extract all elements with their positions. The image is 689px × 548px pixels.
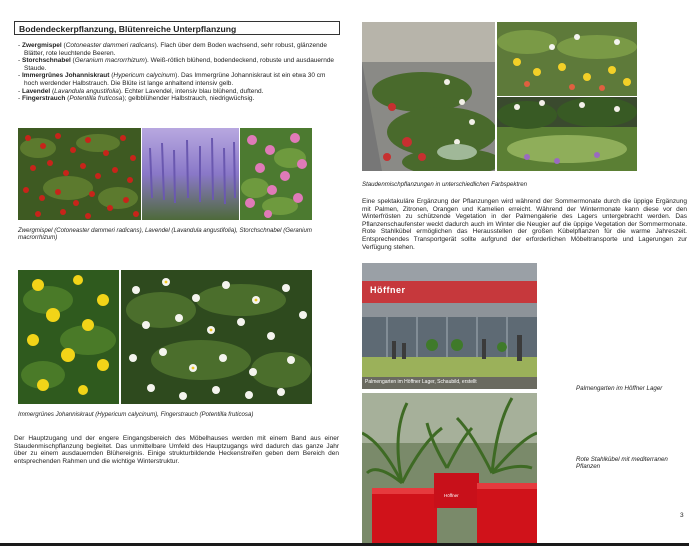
caption-top-right: Staudenmischpflanzungen in unterschiedlichen Farbspektren (362, 181, 527, 188)
caption-row1: Zwergmispel (Cotoneaster dammeri radicans), Lavendel (Lavandula angustifolia), Storchschnabel (Geranium macrorrhizum) (18, 227, 312, 242)
caption-row2: Immergrünes Johanniskraut (Hypericum calycinum), Fingerstrauch (Potentilla fruticosa) (18, 411, 254, 418)
hypericum-photo (18, 270, 119, 404)
paragraph-left: Der Hauptzugang und der engere Eingangsbereich des Möbelhauses werden mit einem Band aus einer Staudenmischpflanzung begleitet. Das unmittelbare Umfeld des Hauptzugangs wird dadurch das ganze Jahr über zu einem ausdauernden Blühereignis. Einige strukturbildende Heckenstreifen geben dem Bereich den entsprechenden Rahmen und die wichtige Winterstruktur. (14, 435, 339, 465)
list-item: - Zwergmispel (Cotoneaster dammeri radicans). Flach über dem Boden wachsend, sehr robust, glänzende Blätter, rote leuchtende Beeren. (18, 42, 327, 57)
potentilla-photo (121, 270, 312, 404)
list-item: - Fingerstrauch (Potentilla fruticosa); gelbblühender Halbstrauch, niedrigwüchsig. (18, 95, 255, 103)
palm-gallery-rendering (362, 263, 537, 389)
side-caption-palm-garden: Palmengarten im Höffner Lager (576, 385, 663, 392)
section-title: Bodendeckerpflanzung, Blütenreiche Unterpflanzung (14, 21, 340, 35)
mixed-planting-photo-2 (497, 97, 637, 171)
list-item: - Storchschnabel (Geranium macrorrhizum). Weiß-rötlich blühend, bodendeckend, robuste und ausdauernde Staude. (18, 57, 335, 72)
list-item: - Lavendel (Lavandula angustifolia). Echter Lavendel, intensiv blau blühend, duftend. (18, 87, 264, 95)
paragraph-right: Eine spektakuläre Ergänzung der Pflanzungen wird während der Sommermonate durch die üppige Ergänzung mit Palmen, Zitronen, Orangen und Kamelien erreicht. Während der Wintermonate kann diese vor den Winterfrösten zu schützende Vegetation in der Palmengalerie des Lagers untergebracht werden. Das Pflanzenschaufenster weckt dadurch auch im Winter die Neugier auf die üppige Vegetation der Sommermonate. Rote Stahlkübel ermöglichen das Herausstellen der großen Kübelpflanzen für die warme Jahreszeit. Entsprechendes Transportgerät sollte aufgrund der erforderlichen Möbeltransporte und Lagerungen zur Verfügung stehen. (362, 198, 687, 251)
mixed-planting-photo-1 (497, 22, 637, 96)
bottom-rule (0, 543, 689, 546)
perennial-bed-photo (362, 22, 495, 171)
list-item: - Immergrünes Johanniskraut (Hypericum calycinum). Das Immergrüne Johanniskraut ist ein etwa 30 cm hoch werdender Halbstrauch. Die Blüte ist lange anhaltend intensiv gelb. (18, 72, 326, 87)
planter-label: Höffner (444, 493, 459, 498)
red-planters-photo (362, 393, 537, 546)
cotoneaster-photo (18, 128, 141, 220)
plant-list (18, 42, 340, 103)
geranium-photo (240, 128, 312, 220)
render-overlay-text: Palmengarten im Höffner Lager, Schaubild, erstellt (365, 379, 477, 385)
side-caption-planters: Rote Stahlkübel mit mediterranen Pflanzen (576, 456, 668, 471)
page-number: 3 (680, 512, 684, 519)
store-sign: Höffner (370, 285, 406, 295)
lavender-photo (142, 128, 239, 220)
